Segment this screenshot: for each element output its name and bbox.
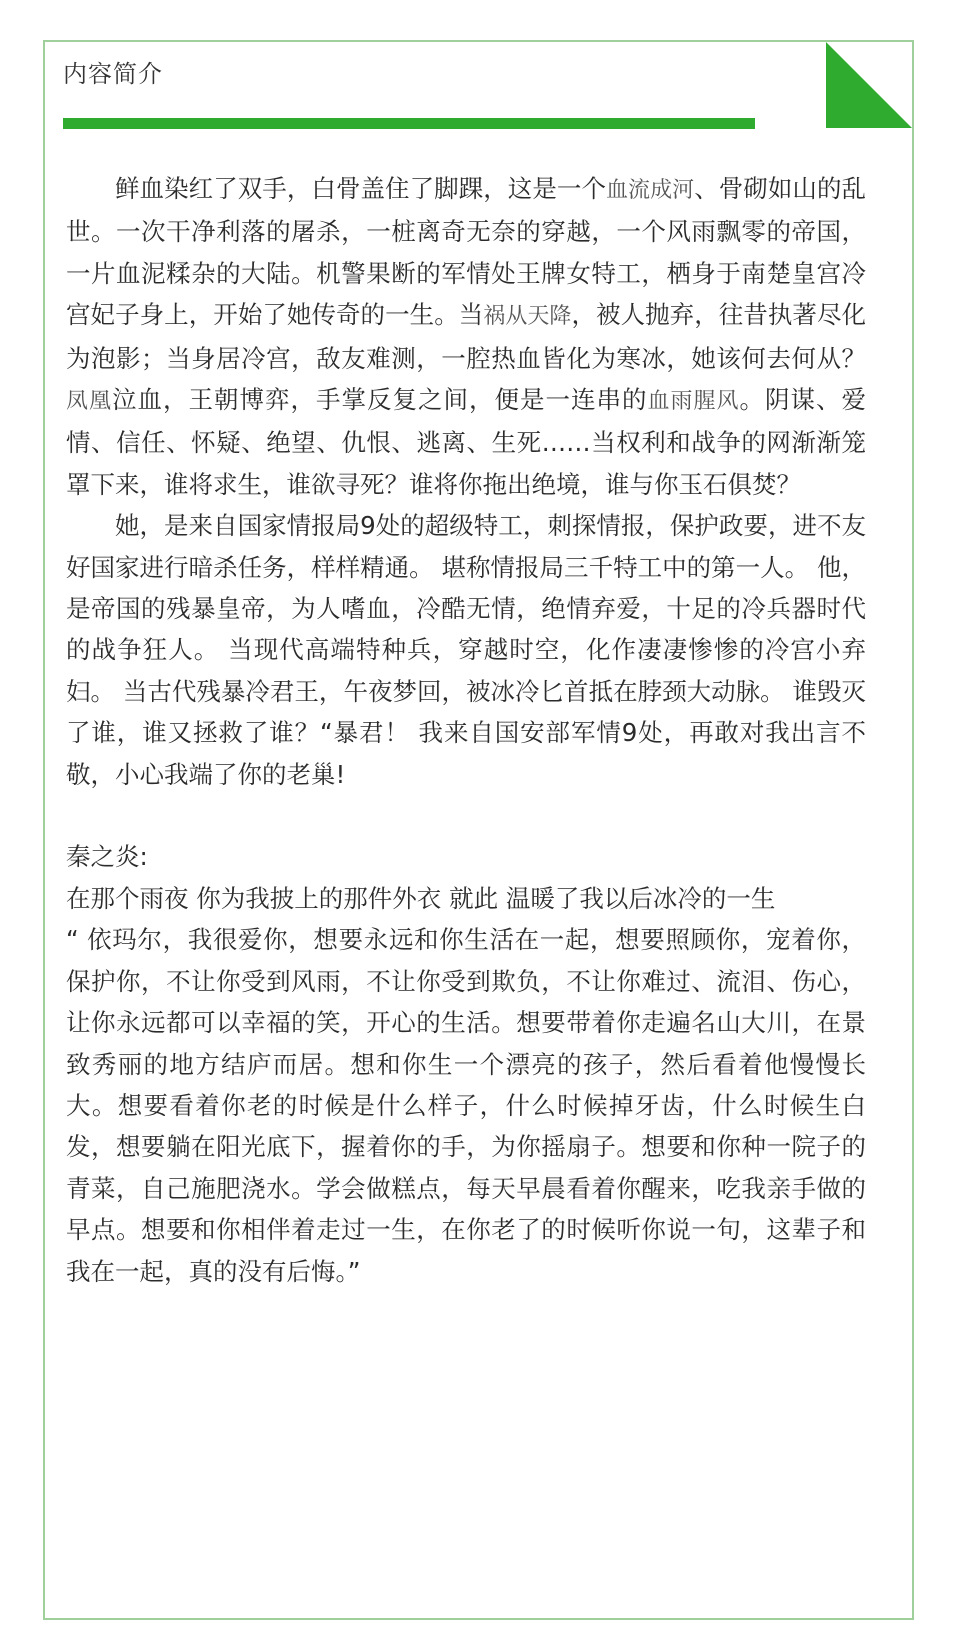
text-run: 。阴谋、爱情、信任、怀疑、绝望、仇恨、逃离、生死……当权利和战争的网渐渐笼罩下来，谁将求生，谁欲寻死？谁将你拖出绝境，谁与你玉石俱焚？	[66, 385, 866, 499]
title-underline	[63, 118, 755, 129]
text-run-highlight: 血流成河	[606, 178, 695, 203]
text-run-highlight: 凤凰	[66, 389, 112, 415]
synopsis-paragraph-1	[66, 168, 866, 505]
speaker-name: 秦之炎:	[66, 842, 148, 872]
speaker-line: 在那个雨夜 你为我披上的那件外衣 就此 温暖了我以后冰冷的一生	[66, 883, 776, 913]
text-run-highlight: 祸从天降	[483, 304, 572, 330]
synopsis-body	[66, 168, 866, 1292]
paragraph-spacer	[66, 795, 866, 836]
text-run: 、骨砌如山的乱世。一次干净利落的屠杀，一桩离奇无奈的穿越，一个风雨飘零的帝国，一片血泥糅杂的大陆。机警果断的军情处王牌女特工，栖身于南楚皇宫冷宫妃子身上，开始了她传奇的一生。当	[66, 174, 866, 330]
text-run-highlight: 血雨腥风	[647, 389, 740, 415]
love-quote: “ 依玛尔，我很爱你，想要永远和你生活在一起，想要照顾你，宠着你，保护你，不让你受到风雨，不让你受到欺负，不让你难过、流泪、伤心，让你永远都可以幸福的笑，开心的生活。想要带着你走遍名山大川，在景致秀丽的地方结庐而居。想和你生一个漂亮的孩子，然后看着他慢慢长大。想要看着你老的时候是什么样子，什么时候掉牙齿，什么时候生白发，想要躺在阳光底下，握着你的手，为你摇扇子。想要和你种一院子的青菜，自己施肥浇水。学会做糕点，每天早晨看着你醒来，吃我亲手做的早点。想要和你相伴着走过一生，在你老了的时候听你说一句，这辈子和我在一起，真的没有后悔。”	[66, 925, 866, 1286]
text-run: 鲜血染红了双手，白骨盖住了脚踝，这是一个	[115, 174, 606, 203]
text-run: 泣血，王朝博弈，手掌反复之间，便是一连串的	[112, 385, 648, 415]
text-run: ，被人抛弃，往昔执著尽化为泡影；当身居冷宫，敌友难测，一腔热血皆化为寒冰，她该何去何从？	[66, 300, 866, 373]
synopsis-paragraph-2: 她，是来自国家情报局9处的超级特工，刺探情报，保护政要，进不友好国家进行暗杀任务，样样精通。 堪称情报局三千特工中的第一人。 他，是帝国的残暴皇帝，为人嗜血，冷酷无情，绝情弃爱，十足的冷兵器时代的战争狂人。 当现代高端特种兵，穿越时空，化作凄凄惨惨的冷宫小弃妇。 当古代残暴冷君王，午夜梦回，被冰冷匕首抵在脖颈大动脉。 谁毁灭了谁，谁又拯救了谁？“暴君！ 我来自国安部军情9处，再敢对我出言不敬，小心我端了你的老巢!	[66, 511, 866, 789]
section-title: 内容简介	[63, 60, 163, 88]
triangle-corner-icon	[826, 42, 912, 128]
synopsis-card	[43, 40, 914, 1620]
